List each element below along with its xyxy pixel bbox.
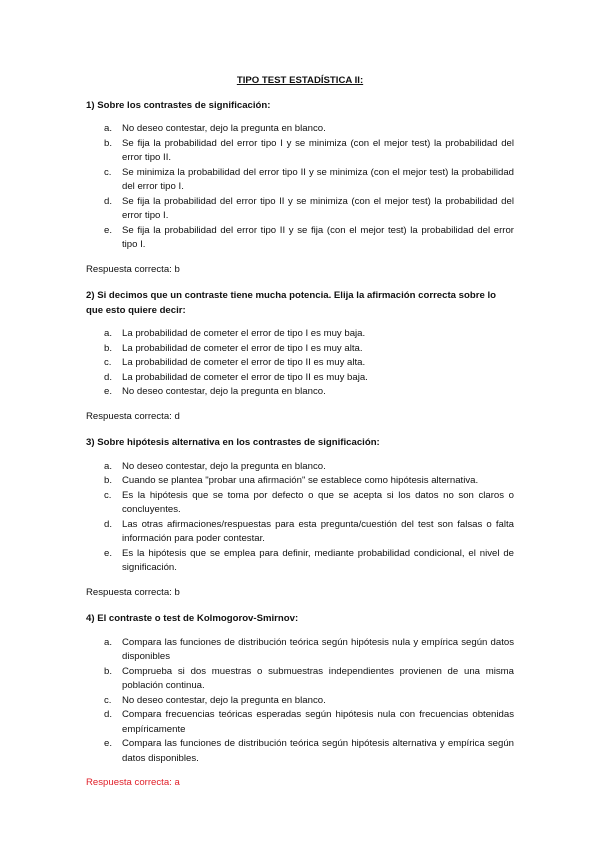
option-letter: d. bbox=[104, 709, 113, 720]
option-letter: c. bbox=[104, 357, 112, 368]
option-letter: d. bbox=[104, 518, 113, 530]
options-list bbox=[86, 460, 514, 576]
correct-answer: Respuesta correcta: d bbox=[86, 410, 180, 422]
option-item bbox=[86, 636, 514, 665]
option-letter: b. bbox=[104, 137, 113, 149]
correct-answer: Respuesta correcta: b bbox=[86, 586, 180, 598]
option-letter: e. bbox=[104, 738, 113, 749]
question-heading: 4) El contraste o test de Kolmogorov-Smirnov: bbox=[86, 613, 299, 624]
option-letter: b. bbox=[104, 475, 113, 486]
question-2 bbox=[86, 289, 514, 424]
option-text: Se fija la probabilidad del error tipo I y se minimiza (con el mejor test) la probabilidad del error tipo II. bbox=[122, 137, 514, 163]
options-list bbox=[86, 122, 514, 253]
option-text: La probabilidad de cometer el error de tipo I es muy alta. bbox=[122, 342, 363, 354]
option-item bbox=[86, 327, 514, 342]
option-text: Las otras afirmaciones/respuestas para esta pregunta/cuestión del test son falsas o falta información para poder contestar. bbox=[122, 518, 514, 544]
option-letter: a. bbox=[104, 460, 113, 472]
option-text: La probabilidad de cometer el error de tipo II es muy alta. bbox=[122, 357, 366, 368]
option-item bbox=[86, 665, 514, 694]
option-letter: e. bbox=[104, 547, 113, 559]
option-text: Se fija la probabilidad del error tipo II y se fija (con el mejor test) la probabilidad del error tipo I. bbox=[122, 224, 514, 250]
question-heading: 1) Sobre los contrastes de significación: bbox=[86, 99, 271, 111]
option-letter: c. bbox=[104, 166, 112, 178]
option-item bbox=[86, 694, 514, 709]
option-letter: b. bbox=[104, 665, 113, 677]
option-text: No deseo contestar, dejo la pregunta en blanco. bbox=[122, 460, 326, 472]
options-list bbox=[86, 636, 514, 767]
option-text: No deseo contestar, dejo la pregunta en blanco. bbox=[122, 694, 326, 706]
option-text: Compara las funciones de distribución teórica según hipótesis alternativa y empírica según datos disponibles. bbox=[122, 738, 514, 764]
option-item bbox=[86, 460, 514, 475]
option-text: No deseo contestar, dejo la pregunta en blanco. bbox=[122, 386, 326, 397]
option-letter: e. bbox=[104, 224, 113, 236]
option-item bbox=[86, 122, 514, 137]
option-text: Se minimiza la probabilidad del error tipo II y se minimiza (con el mejor test) la probabilidad del error tipo I. bbox=[122, 166, 514, 192]
option-item bbox=[86, 489, 514, 518]
question-4 bbox=[86, 612, 514, 791]
correct-answer: Respuesta correcta: b bbox=[86, 263, 180, 275]
option-letter: a. bbox=[104, 123, 113, 134]
option-item bbox=[86, 708, 514, 737]
question-3 bbox=[86, 436, 514, 600]
option-item bbox=[86, 137, 514, 166]
option-text: Es la hipótesis que se toma por defecto o que se acepta si los datos no son claros o concluyentes. bbox=[122, 489, 514, 515]
option-letter: c. bbox=[104, 694, 112, 706]
option-text: Cuando se plantea "probar una afirmación" se establece como hipótesis alternativa. bbox=[122, 475, 479, 486]
option-text: Comprueba si dos muestras o submuestras independientes provienen de una misma población continua. bbox=[122, 665, 514, 691]
option-letter: d. bbox=[104, 195, 113, 207]
option-text: Compara las funciones de distribución teórica según hipótesis nula y empírica según datos disponibles bbox=[122, 636, 514, 662]
option-item bbox=[86, 371, 514, 386]
page-title: TIPO TEST ESTADÍSTICA II: bbox=[236, 75, 364, 86]
option-item bbox=[86, 356, 514, 371]
option-text: La probabilidad de cometer el error de tipo I es muy baja. bbox=[122, 328, 366, 339]
correct-answer: Respuesta correcta: a bbox=[86, 777, 180, 788]
option-text: Compara frecuencias teóricas esperadas según hipótesis nula con frecuencias obtenidas empíricamente bbox=[122, 709, 514, 735]
option-item bbox=[86, 547, 514, 576]
option-text: La probabilidad de cometer el error de tipo II es muy baja. bbox=[122, 371, 368, 383]
option-item bbox=[86, 518, 514, 547]
option-letter: e. bbox=[104, 386, 113, 397]
question-1 bbox=[86, 99, 514, 278]
option-letter: c. bbox=[104, 489, 112, 501]
option-item bbox=[86, 737, 514, 766]
option-letter: b. bbox=[104, 342, 113, 354]
option-item bbox=[86, 342, 514, 357]
option-text: No deseo contestar, dejo la pregunta en blanco. bbox=[122, 123, 326, 134]
option-item bbox=[86, 224, 514, 253]
option-text: Es la hipótesis que se emplea para definir, mediante probabilidad condicional, el nivel de significación. bbox=[122, 547, 514, 573]
option-text: Se fija la probabilidad del error tipo II y se minimiza (con el mejor test) la probabilidad del error tipo I. bbox=[122, 195, 514, 221]
option-letter: a. bbox=[104, 328, 113, 339]
option-letter: d. bbox=[104, 371, 113, 383]
option-letter: a. bbox=[104, 636, 113, 648]
options-list bbox=[86, 327, 514, 400]
question-heading: 3) Sobre hipótesis alternativa en los contrastes de significación: bbox=[86, 437, 380, 448]
option-item bbox=[86, 474, 514, 489]
option-item bbox=[86, 195, 514, 224]
question-heading: 2) Si decimos que un contraste tiene mucha potencia. Elija la afirmación correcta sobre lo que esto quiere decir: bbox=[86, 290, 496, 316]
option-item bbox=[86, 385, 514, 400]
option-item bbox=[86, 166, 514, 195]
